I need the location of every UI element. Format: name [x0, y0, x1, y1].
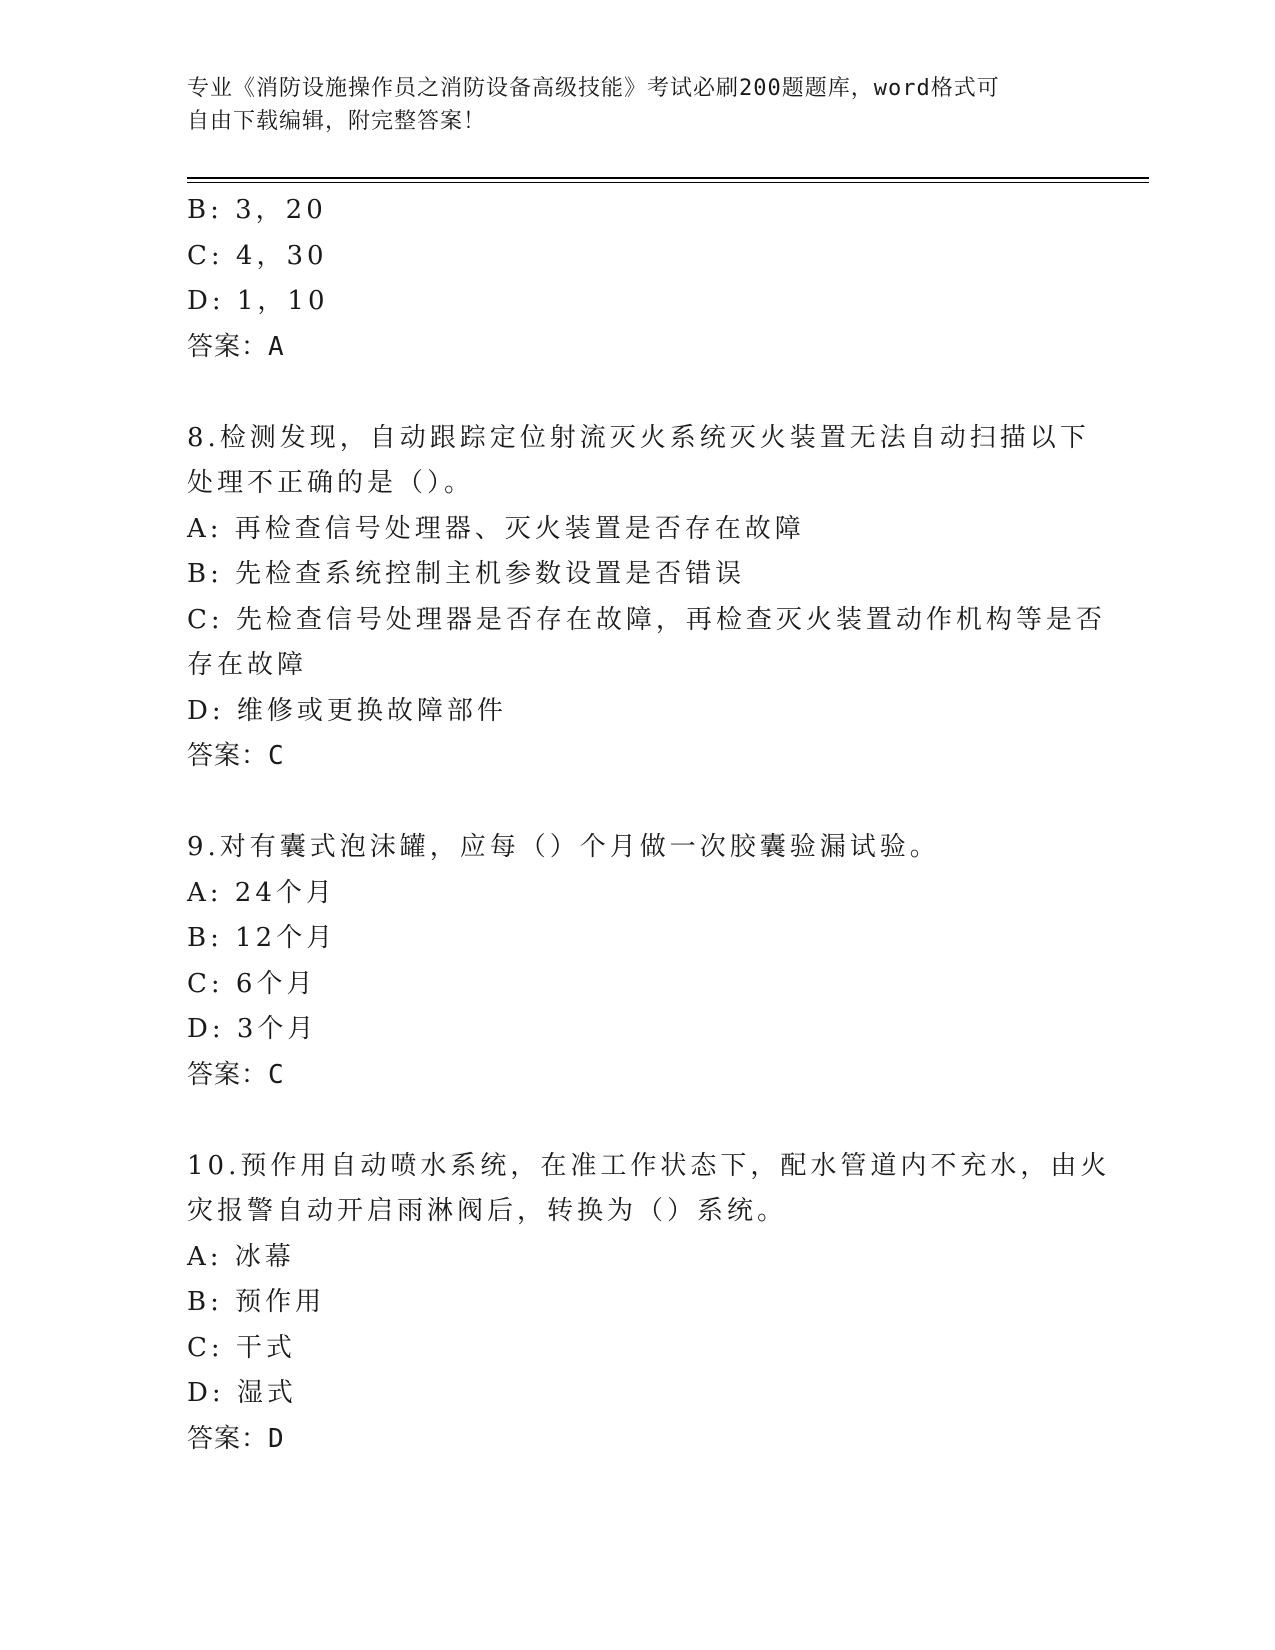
- option-b: B: 先检查系统控制主机参数设置是否错误: [187, 559, 746, 589]
- question-10: [187, 1144, 1111, 1463]
- header-line-1: 专业《消防设施操作员之消防设备高级技能》考试必刷200题题库，word格式可: [187, 76, 1000, 101]
- answer-label: 答案：: [187, 741, 269, 771]
- answer-label: 答案：: [187, 1423, 269, 1454]
- question-stem: 8.检测发现，自动跟踪定位射流灭火系统灭火装置无法自动扫描以下: [187, 422, 1090, 453]
- option-d: D: 湿式: [187, 1378, 297, 1408]
- spacer: [187, 1098, 1087, 1144]
- question-list: [187, 188, 1111, 1462]
- answer-key: A: [268, 331, 285, 362]
- option-a: A: 24个月: [187, 877, 336, 908]
- answer-line: [187, 1053, 1087, 1099]
- option-a: A: 再检查信号处理器、灭火装置是否存在故障: [187, 513, 805, 544]
- option-d: D: 3个月: [187, 1014, 318, 1044]
- header-divider-thick: [187, 177, 1149, 179]
- spacer: [187, 780, 1087, 826]
- option-d: D: 维修或更换故障部件: [187, 695, 507, 726]
- option-c: C: 先检查信号处理器是否存在故障，再检查灭火装置动作机构等是否: [187, 604, 1106, 635]
- option-c-continued: 存在故障: [187, 650, 308, 680]
- option-b: B: 12个月: [187, 923, 337, 953]
- question-stem: 9.对有囊式泡沫罐，应每（）个月做一次胶囊验漏试验。: [187, 832, 940, 862]
- option-c: C: 4，30: [187, 240, 328, 271]
- answer-label: 答案：: [187, 1059, 269, 1090]
- spacer: [187, 370, 1087, 416]
- question-7-tail: [187, 188, 1087, 370]
- question-9: [187, 825, 1087, 1098]
- question-stem: 10.预作用自动喷水系统，在准工作状态下，配水管道内不充水，由火: [187, 1150, 1111, 1181]
- answer-line: [187, 325, 1087, 371]
- option-b: B: 3，20: [187, 195, 327, 225]
- question-8: [187, 416, 1106, 780]
- header-divider-thin: [187, 182, 1149, 183]
- answer-key: D: [268, 1423, 285, 1454]
- question-stem-continued: 处理不正确的是（）。: [187, 468, 475, 498]
- header-line-2: 自由下载编辑，附完整答案！: [187, 109, 487, 134]
- question-stem-continued: 灾报警自动开启雨淋阀后，转换为（）系统。: [187, 1196, 788, 1226]
- option-c: C: 干式: [187, 1332, 296, 1363]
- answer-label: 答案：: [187, 331, 269, 362]
- answer-key: C: [268, 1059, 285, 1090]
- document-header: [187, 72, 1067, 138]
- answer-line: [187, 1417, 1087, 1463]
- option-d: D: 1，10: [187, 286, 329, 316]
- answer-line: [187, 734, 1087, 780]
- option-b: B: 预作用: [187, 1287, 326, 1317]
- option-a: A: 冰幕: [187, 1241, 295, 1272]
- answer-key: C: [268, 741, 285, 771]
- option-c: C: 6个月: [187, 968, 317, 999]
